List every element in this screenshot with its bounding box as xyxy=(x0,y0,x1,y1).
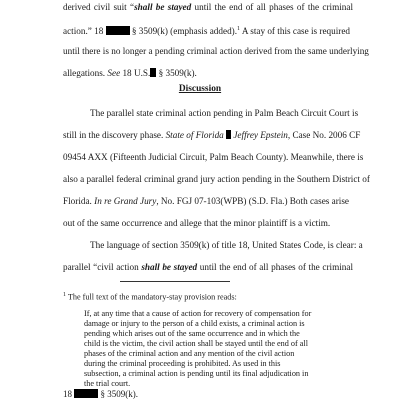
footnote-citation: 18 § 3509(k). xyxy=(63,389,138,399)
footnote-ref: 1 xyxy=(237,26,241,32)
body-line: until there is no longer a pending criminal action derived from the same underlying xyxy=(63,46,369,56)
footnote-rule xyxy=(120,281,230,282)
body-line: derived civil suit “shall be stayed until the end of all phases of the criminal xyxy=(63,2,353,12)
footnote-quote-line: during the criminal proceeding is prohibited. As used in this xyxy=(84,359,281,368)
body-line: The parallel state criminal action pending in Palm Beach Circuit Court is xyxy=(90,108,359,118)
body-line: parallel “civil action shall be stayed until the end of all phases of the criminal xyxy=(63,262,354,272)
section-heading: Discussion xyxy=(178,84,222,94)
body-line: also a parallel federal criminal grand jury action pending in the Southern District of xyxy=(63,174,370,184)
body-line: The language of section 3509(k) of title 18, United States Code, is clear: a xyxy=(90,240,363,250)
body-line: 09454 AXX (Fifteenth Judicial Circuit, Palm Beach County). Meanwhile, there is xyxy=(63,152,364,162)
body-line: action.” 18 § 3509(k) (emphasis added).$^1$ A stay of this case is required xyxy=(63,26,351,37)
footnote-quote-line: damage or injury to the person of a child exists, a criminal action is xyxy=(84,319,305,328)
body-line: allegations. See 18 U.S. § 3509(k). xyxy=(63,68,197,78)
redaction-bar xyxy=(74,389,98,398)
body-line: still in the discovery phase. State of Florida Jeffrey Epstein, Case No. 2006 CF xyxy=(63,130,361,140)
footnote-quote-line: child is the victim, the civil action shall be stayed until the end of all xyxy=(84,339,308,348)
footnote-intro: $^1$ The full text of the mandatory-stay provision reads: xyxy=(63,292,237,302)
footnote-quote-line: subsection, a criminal action is pending until its final adjudication in xyxy=(84,369,309,378)
footnote-quote-line: phases of the criminal action and any mention of the civil action xyxy=(84,349,295,358)
footnote-quote-line: If, at any time that a cause of action for recovery of compensation for xyxy=(84,309,312,318)
redaction-bar xyxy=(106,26,130,35)
body-line: out of the same occurrence and allege that the minor plaintiff is a victim. xyxy=(63,218,331,228)
footnote-quote-line: pending which arises out of the same occurrence and in which the xyxy=(84,329,300,338)
body-line: Florida. In re Grand Jury, No. FGJ 07-103(WPB) (S.D. Fla.) Both cases arise xyxy=(63,196,349,206)
footnote-quote-line: the trial court. xyxy=(84,379,131,388)
